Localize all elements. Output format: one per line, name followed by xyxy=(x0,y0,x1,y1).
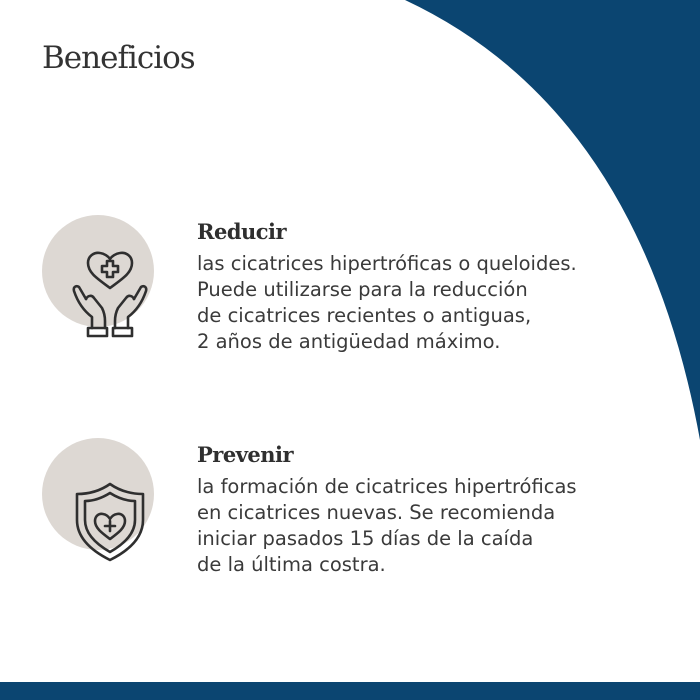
benefit-heading: Reducir xyxy=(197,219,287,244)
shield-heart-medical-icon xyxy=(62,468,158,564)
benefit-line: la formación de cicatrices hipertróficas xyxy=(197,475,577,498)
benefit-line: en cicatrices nuevas. Se recomienda xyxy=(197,501,556,524)
page-title: Beneficios xyxy=(42,40,195,76)
benefit-line: 2 años de antigüedad máximo. xyxy=(197,330,501,353)
benefit-description xyxy=(197,251,637,355)
benefit-description xyxy=(197,474,637,578)
benefit-line: iniciar pasados 15 días de la caída xyxy=(197,527,534,550)
benefit-line: de cicatrices recientes o antiguas, xyxy=(197,304,532,327)
benefit-line: Puede utilizarse para la reducción xyxy=(197,278,528,301)
benefit-line: las cicatrices hipertróficas o queloides. xyxy=(197,252,577,275)
navy-bottom-bar xyxy=(0,682,700,700)
benefit-heading: Prevenir xyxy=(197,442,294,467)
navy-arc-shape xyxy=(405,0,700,440)
hands-heart-medical-icon xyxy=(62,245,158,341)
benefit-line: de la última costra. xyxy=(197,553,386,576)
